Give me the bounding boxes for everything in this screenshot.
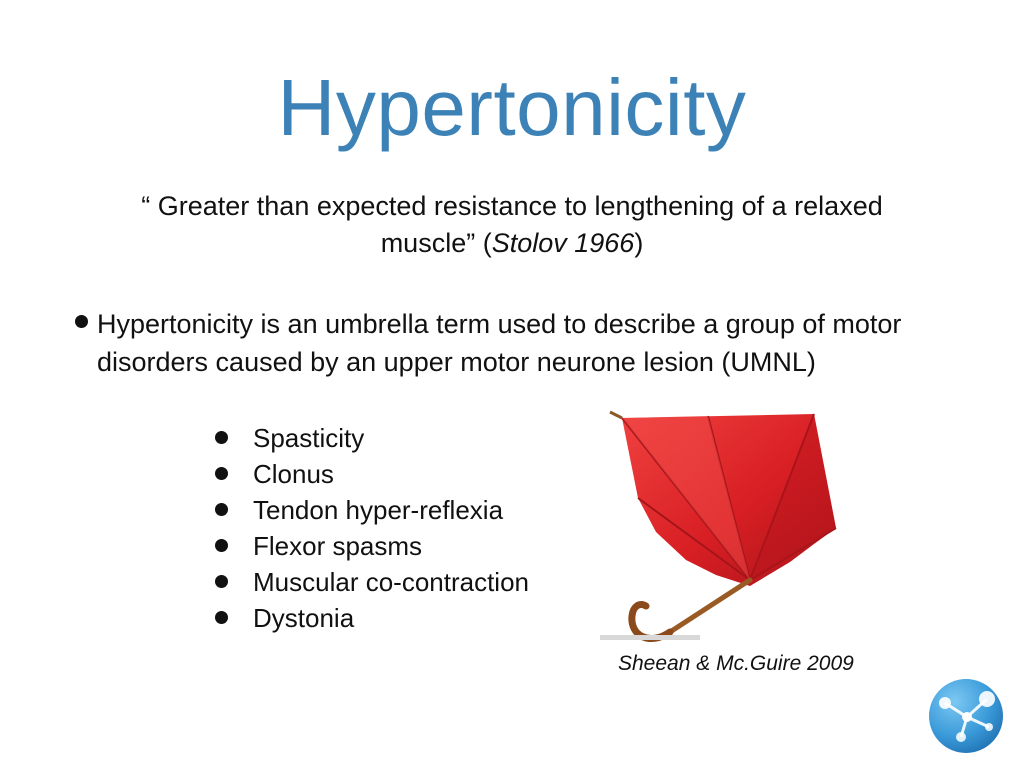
sub-bullet-text: Dystonia (253, 603, 355, 633)
bullet-dot (215, 539, 228, 552)
sub-bullet-item (213, 564, 529, 600)
bullet-dot (75, 315, 88, 328)
bullet-dot (215, 467, 228, 480)
image-credit: Sheean & Mc.Guire 2009 (618, 652, 854, 675)
main-bullet (70, 305, 950, 381)
definition-quote (100, 188, 924, 262)
sub-bullet-text: Tendon hyper-reflexia (253, 495, 504, 525)
sub-bullet-item (213, 456, 529, 492)
sub-bullet-item (213, 528, 529, 564)
slide-title: Hypertonicity (277, 63, 747, 152)
sub-bullet-text: Muscular co-contraction (253, 567, 529, 597)
quote-text: “ Greater than expected resistance to lengthening of a relaxed muscle” ( (141, 191, 883, 258)
sub-bullet-text: Flexor spasms (253, 531, 423, 561)
network-globe-logo-icon (927, 677, 1005, 755)
red-umbrella-image (600, 410, 840, 646)
bullet-dot (215, 431, 228, 444)
sub-bullet-item (213, 492, 529, 528)
sub-bullet-list (213, 420, 529, 636)
quote-citation: Stolov 1966 (491, 228, 635, 258)
bullet-dot (215, 503, 228, 516)
main-bullet-text: Hypertonicity is an umbrella term used to describe a group of motor disorders caused by an upper motor neurone lesion (UMNL) (97, 309, 902, 377)
bullet-dot (215, 611, 228, 624)
sub-bullet-text: Clonus (253, 459, 334, 489)
sub-bullet-item (213, 600, 529, 636)
quote-close: ) (634, 228, 644, 258)
sub-bullet-text: Spasticity (253, 423, 365, 453)
bullet-dot (215, 575, 228, 588)
sub-bullet-item (213, 420, 529, 456)
